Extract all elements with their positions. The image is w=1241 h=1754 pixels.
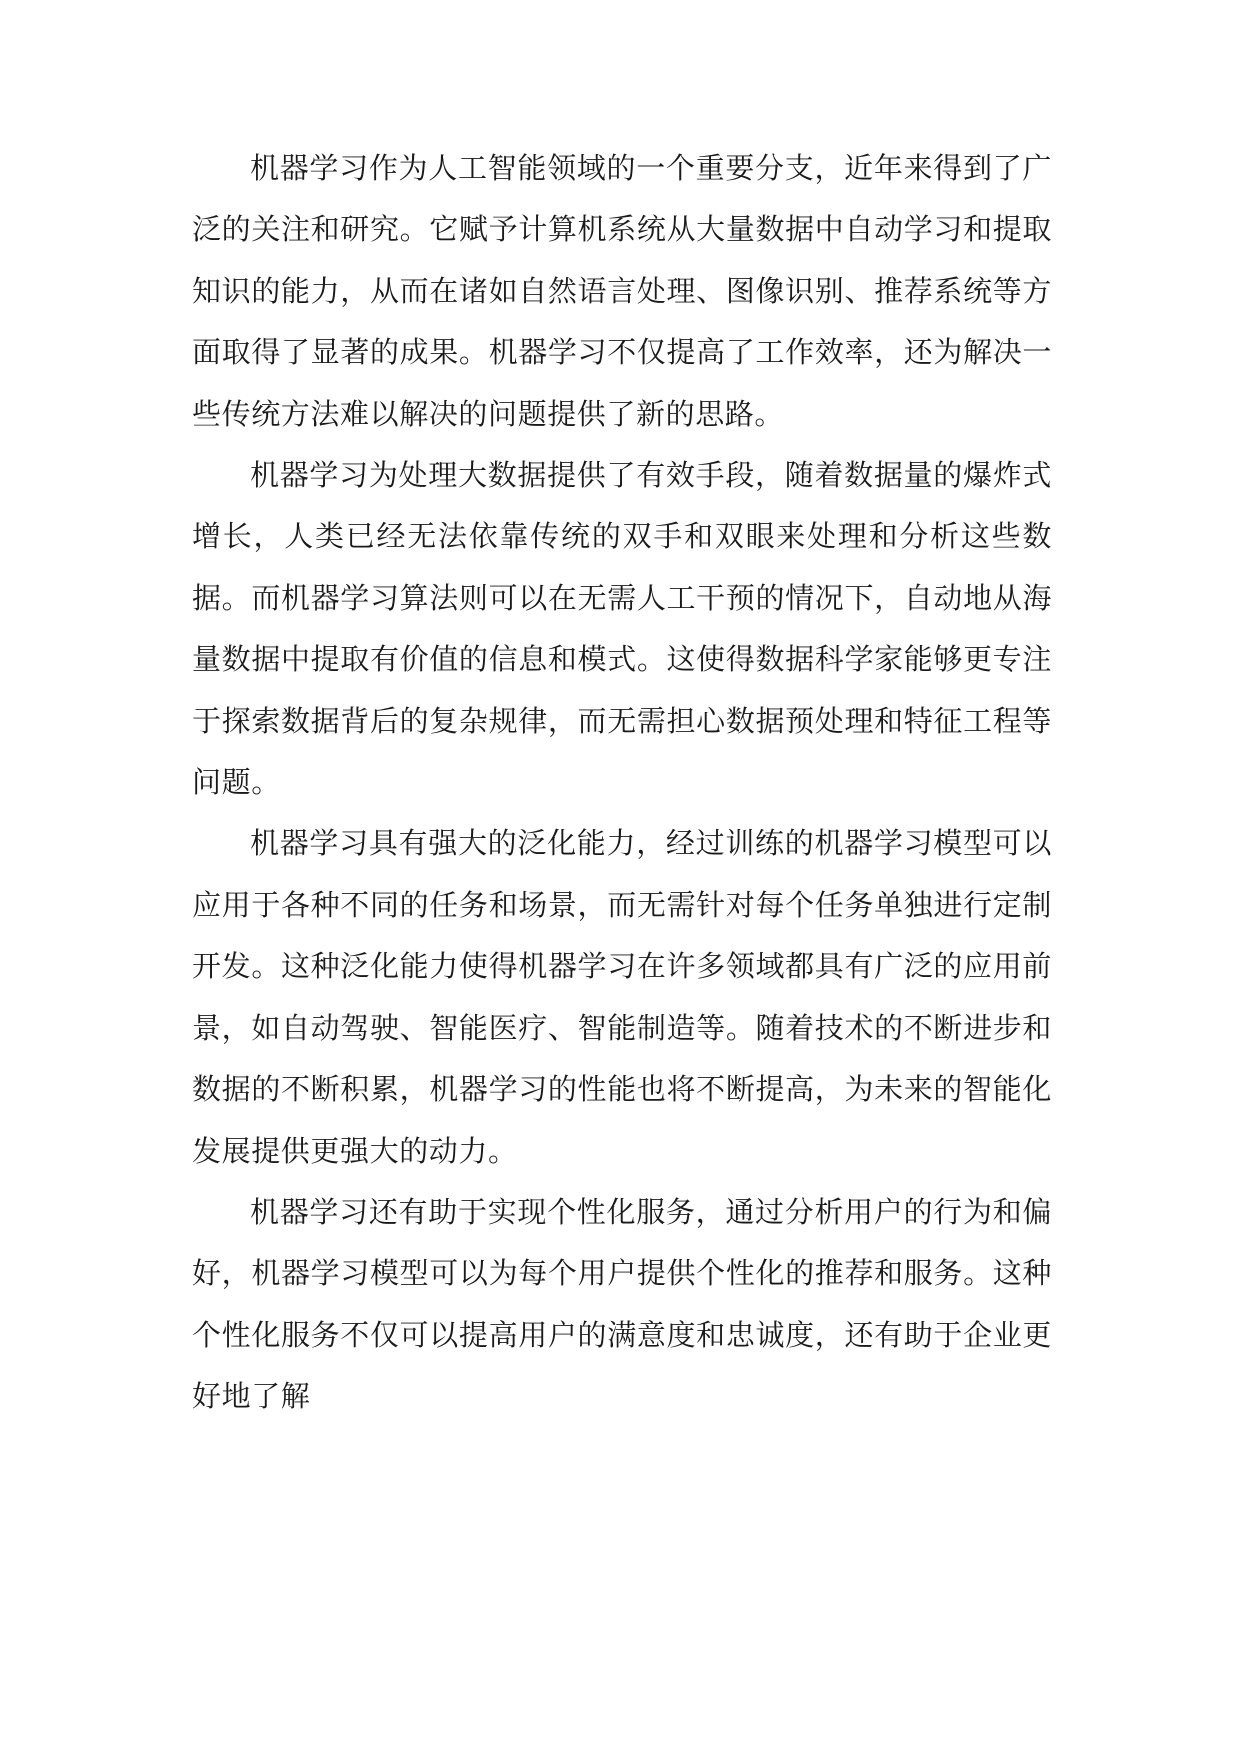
paragraph-1: 机器学习作为人工智能领域的一个重要分支，近年来得到了广泛的关注和研究。它赋予计算机系统从大量数据中自动学习和提取知识的能力，从而在诸如自然语言处理、图像识别、推荐系统等方面取得了显著的成果。机器学习不仅提高了工作效率，还为解决一些传统方法难以解决的问题提供了新的思路。 [192,151,1052,431]
paragraph-3: 机器学习具有强大的泛化能力，经过训练的机器学习模型可以应用于各种不同的任务和场景，而无需针对每个任务单独进行定制开发。这种泛化能力使得机器学习在许多领域都具有广泛的应用前景，如自动驾驶、智能医疗、智能制造等。随着技术的不断进步和数据的不断积累，机器学习的性能也将不断提高，为未来的智能化发展提供更强大的动力。 [192,826,1052,1168]
paragraph-4: 机器学习还有助于实现个性化服务，通过分析用户的行为和偏好，机器学习模型可以为每个用户提供个性化的推荐和服务。这种个性化服务不仅可以提高用户的满意度和忠诚度，还有助于企业更好地了解 [192,1194,1052,1414]
document-body [192,138,1052,1428]
paragraph-2: 机器学习为处理大数据提供了有效手段，随着数据量的爆炸式增长，人类已经无法依靠传统的双手和双眼来处理和分析这些数据。而机器学习算法则可以在无需人工干预的情况下，自动地从海量数据中提取有价值的信息和模式。这使得数据科学家能够更专注于探索数据背后的复杂规律，而无需担心数据预处理和特征工程等问题。 [192,458,1052,800]
